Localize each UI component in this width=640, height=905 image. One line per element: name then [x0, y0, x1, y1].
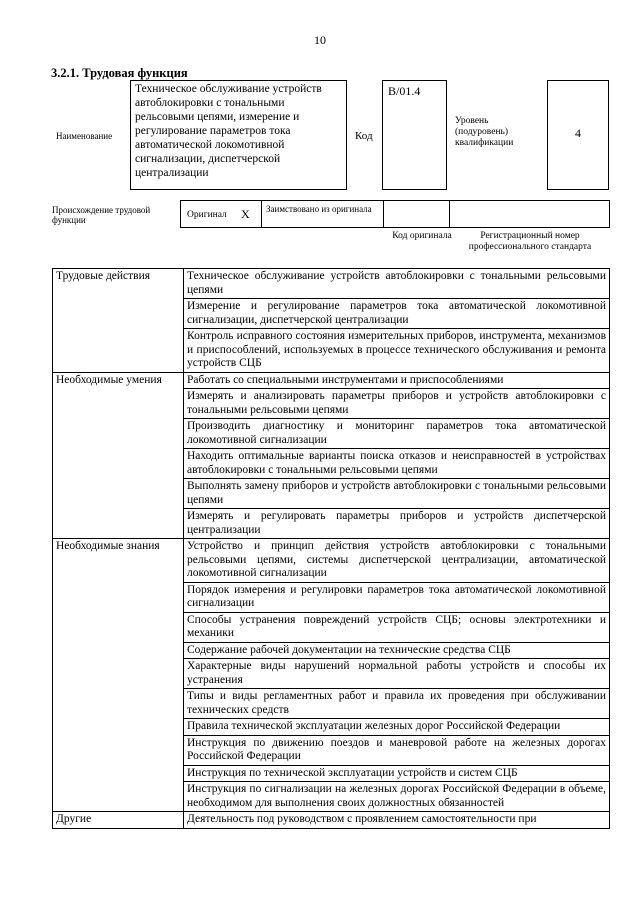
function-table: [52, 268, 610, 829]
origin-row: [180, 200, 610, 228]
section-heading: Необходимые знания: [53, 539, 184, 812]
code-label: Код: [355, 130, 373, 142]
table-row: [53, 269, 610, 299]
original-mark: X: [241, 207, 250, 221]
name-value: Техническое обслуживание устройств автоблокировки с тональными рельсовыми цепями, измерение и регулирование параметров тока автоматической локомотивной сигнализации, диспетчерской централизации: [130, 80, 347, 190]
section-heading: Необходимые умения: [53, 372, 184, 539]
section-heading: Другие: [53, 812, 184, 829]
table-cell: Инструкция по технической эксплуатации устройств и систем СЦБ: [184, 765, 610, 782]
table-cell: Выполнять замену приборов и устройств автоблокировки с тональными рельсовыми цепями: [184, 479, 610, 509]
reg-caption: Регистрационный номер профессионального стандарта: [468, 231, 592, 252]
table-cell: Производить диагностику и мониторинг параметров тока автоматической локомотивной сигнализации: [184, 419, 610, 449]
borrowed-label: Заимствовано из оригинала: [266, 204, 372, 214]
level-label: Уровень (подуровень) квалификации: [455, 116, 514, 148]
section-title: 3.2.1. Трудовая функция: [51, 66, 188, 80]
table-cell: Способы устранения повреждений устройств СЦБ; основы электротехники и механики: [184, 612, 610, 642]
table-cell: Правила технической эксплуатации железных дорог Российской Федерации: [184, 719, 610, 736]
origin-label: Происхождение трудовой функции: [52, 205, 151, 225]
origin-separator: [383, 201, 384, 227]
table-cell: Деятельность под руководством с проявлением самостоятельности при: [184, 812, 610, 829]
table-cell: Типы и виды регламентных работ и правила их проведения при обслуживании технических средств: [184, 689, 610, 719]
origin-separator: [449, 201, 450, 227]
table-cell: Порядок измерения и регулировки параметров тока автоматической локомотивной сигнализации: [184, 582, 610, 612]
table-cell: Техническое обслуживание устройств автоблокировки с тональными рельсовыми цепями: [184, 269, 610, 299]
code-value: B/01.4: [382, 80, 447, 190]
table-cell: Измерять и анализировать параметры приборов и устройств автоблокировки с тональными рельсовыми цепями: [184, 389, 610, 419]
origin-separator: [261, 201, 262, 227]
table-cell: Измерение и регулирование параметров тока автоматической локомотивной сигнализации, диспетчерской централизации: [184, 299, 610, 329]
table-cell: Инструкция по движению поездов и маневровой работе на железных дорогах Российской Федерации: [184, 735, 610, 765]
page-number: 10: [314, 33, 326, 47]
table-cell: Устройство и принцип действия устройств автоблокировки с тональными рельсовыми цепями, системы диспетчерской централизации, автоматической локомотивной сигнализации: [184, 539, 610, 583]
table-cell: Содержание рабочей документации на технические средства СЦБ: [184, 642, 610, 659]
table-cell: Находить оптимальные варианты поиска отказов и неисправностей в устройствах автоблокировки с тональными рельсовыми цепями: [184, 449, 610, 479]
original-label: Оригинал: [187, 210, 227, 220]
table-cell: Измерять и регулировать параметры приборов и устройств диспетчерской централизации: [184, 509, 610, 539]
name-label: Наименование: [56, 131, 113, 141]
table-row: [53, 372, 610, 389]
section-heading: Трудовые действия: [53, 269, 184, 373]
level-value: 4: [547, 80, 609, 190]
table-cell: Характерные виды нарушений нормальной работы устройств и способы их устранения: [184, 659, 610, 689]
table-row: [53, 539, 610, 583]
code-caption: Код оригинала: [392, 231, 452, 241]
table-cell: Работать со специальными инструментами и приспособлениями: [184, 372, 610, 389]
table-row: [53, 812, 610, 829]
table-cell: Инструкция по сигнализации на железных дорогах Российской Федерации в объеме, необходимом для выполнения своих должностных обязанностей: [184, 782, 610, 812]
table-cell: Контроль исправного состояния измерительных приборов, инструмента, механизмов и приспособлений, используемых в процессе технического обслуживания и ремонта устройств СЦБ: [184, 329, 610, 373]
